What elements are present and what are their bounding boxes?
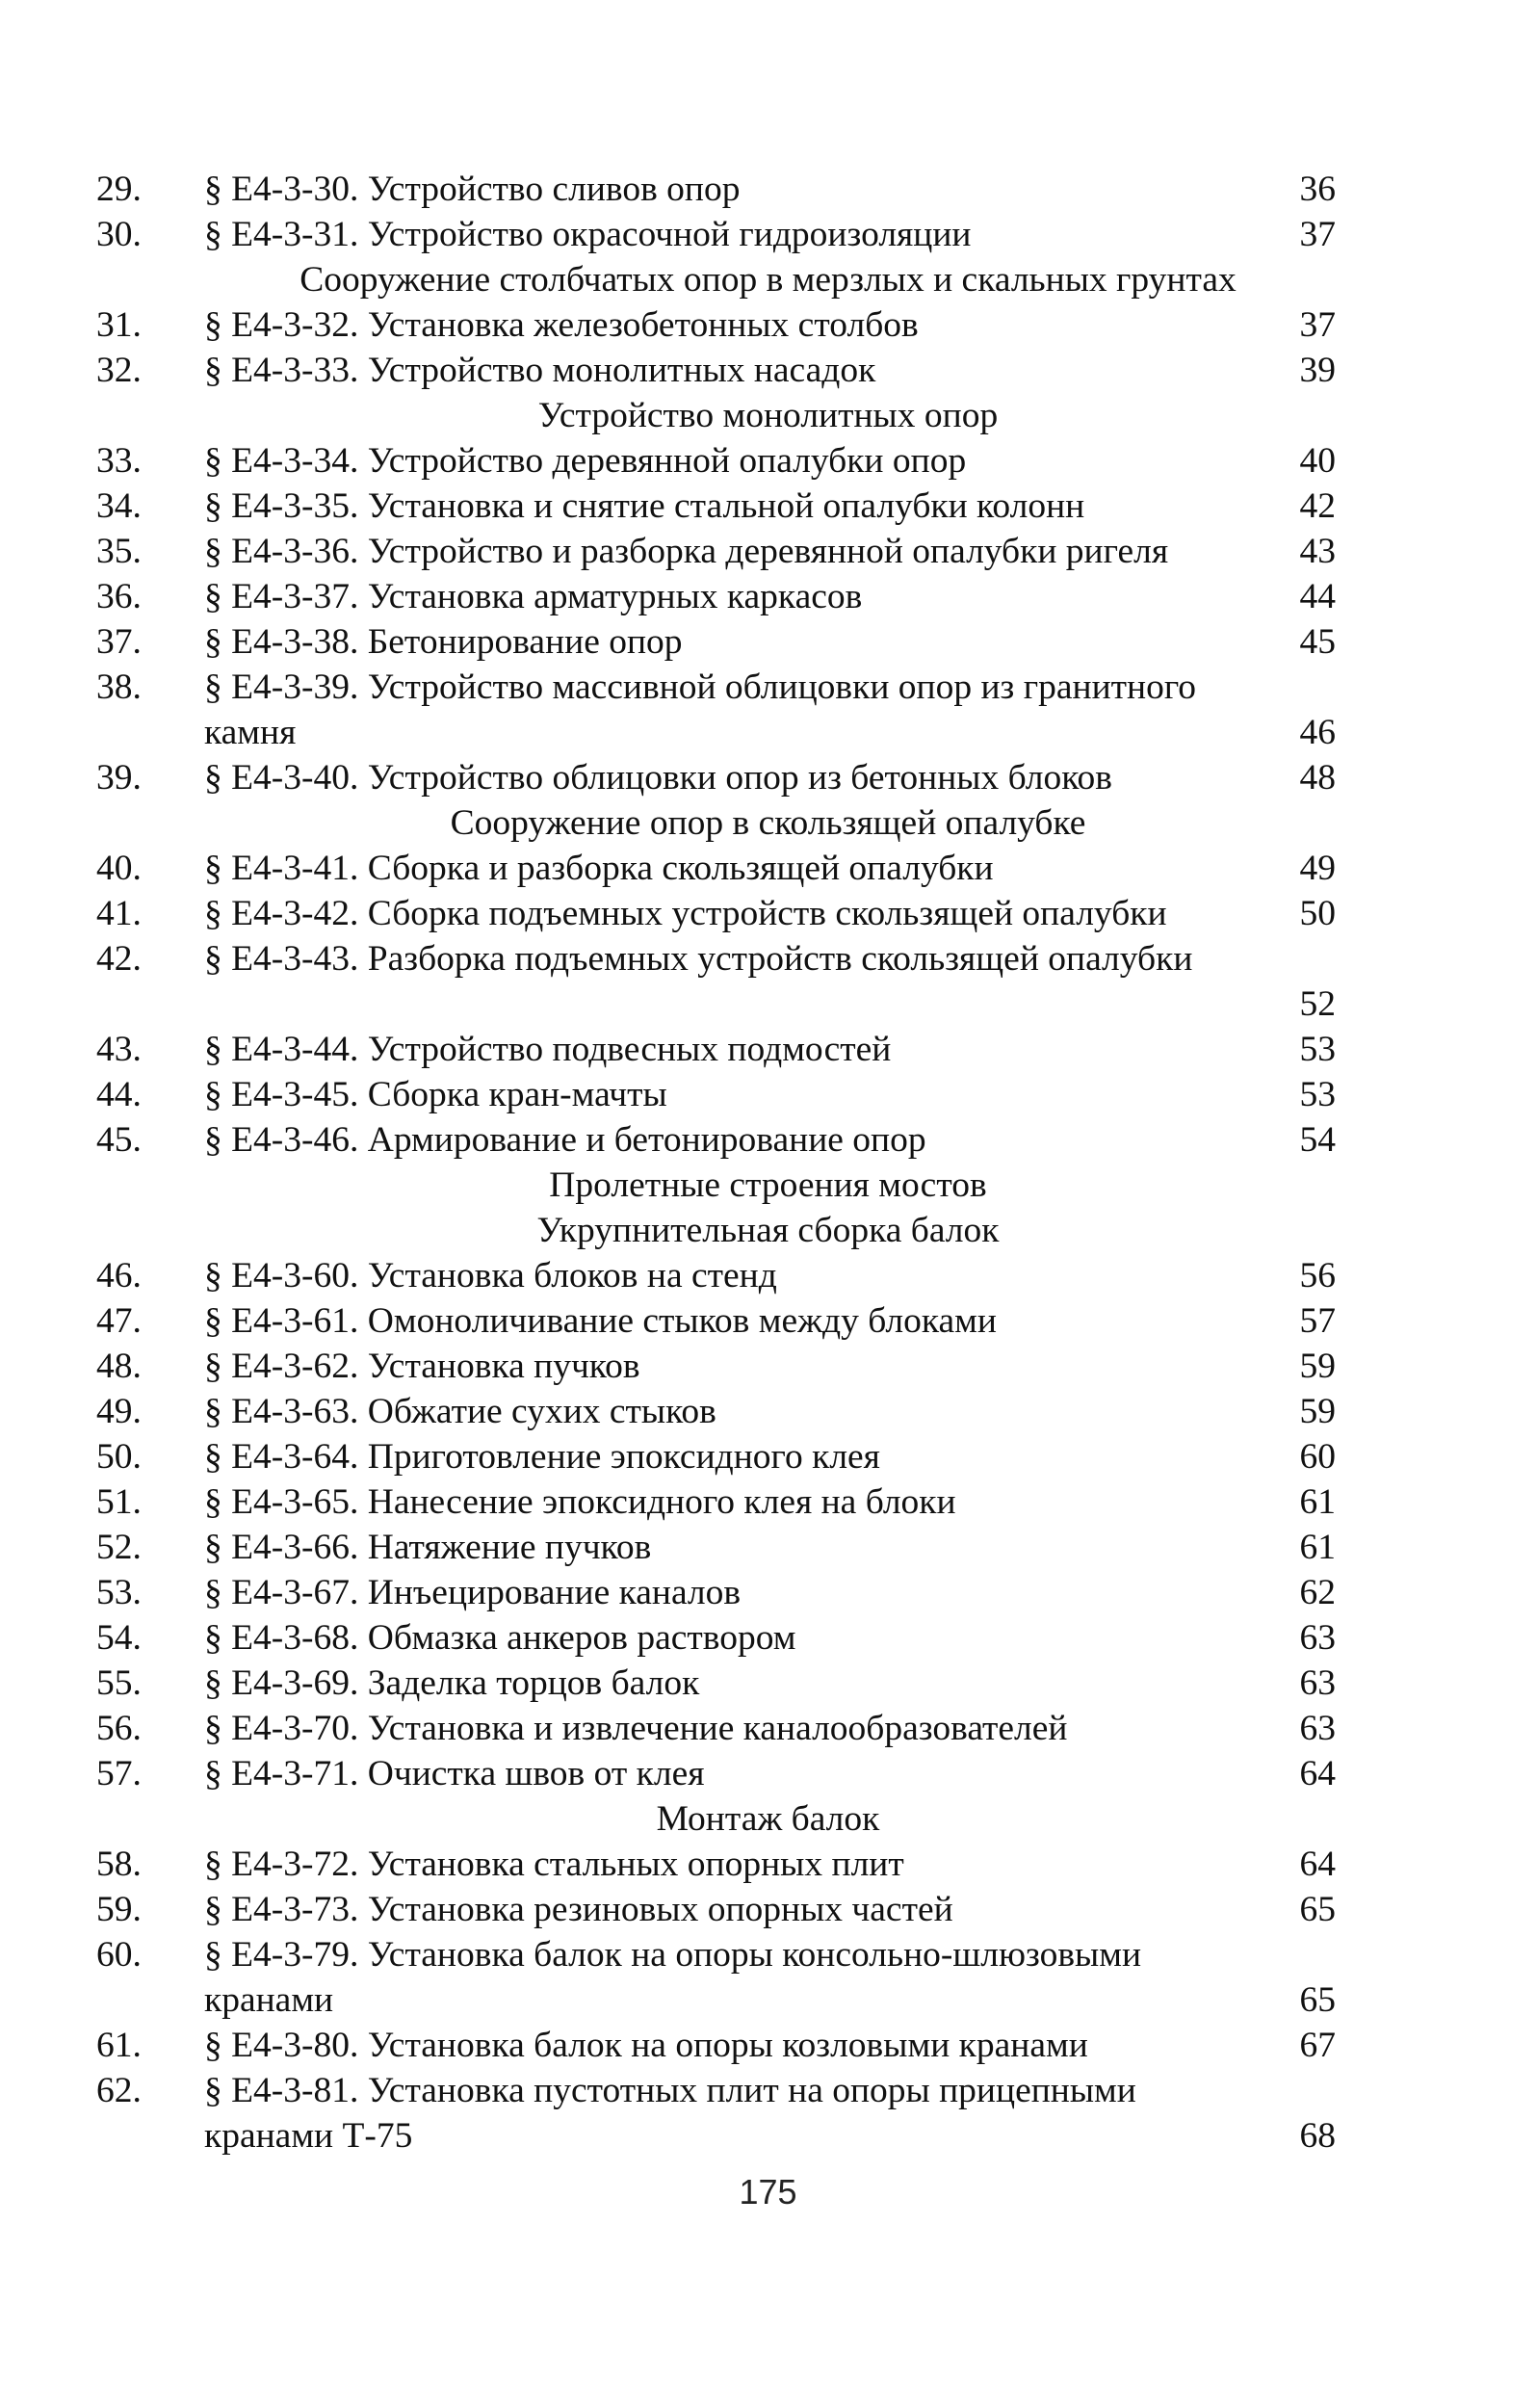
toc-entry-title: § Е4-3-66. Натяжение пучков <box>204 1528 652 1567</box>
toc-entry-number: 49. <box>96 1392 142 1431</box>
toc-entry-title: § Е4-3-72. Установка стальных опорных плит <box>204 1845 904 1884</box>
toc-entry-title: § Е4-3-44. Устройство подвесных подмостей <box>204 1030 892 1069</box>
toc-entry-title: § Е4-3-39. Устройство массивной облицовки опор из гранитного камня <box>204 667 1197 752</box>
toc-entry-number: 50. <box>96 1437 142 1477</box>
toc-entry-page: 50 <box>1299 894 1336 933</box>
toc-entry-title: § Е4-3-62. Установка пучков <box>204 1347 640 1386</box>
toc-entry-number: 43. <box>96 1030 142 1069</box>
toc-entry-page: 59 <box>1299 1347 1336 1386</box>
toc-entry <box>0 1887 1536 1932</box>
toc-entry-number: 33. <box>96 441 142 481</box>
section-heading <box>0 257 1536 302</box>
toc-entry-number: 58. <box>96 1845 142 1884</box>
toc-entry-number: 57. <box>96 1754 142 1793</box>
toc-entry <box>0 167 1536 212</box>
toc-entry <box>0 1298 1536 1344</box>
toc-entry-number: 32. <box>96 351 142 390</box>
toc-entry-page: 42 <box>1299 486 1336 526</box>
toc-entry <box>0 529 1536 574</box>
page-number: 175 <box>739 2172 797 2212</box>
toc-entry <box>0 1706 1536 1751</box>
toc-entry-page: 45 <box>1299 622 1336 662</box>
toc-entry-number: 55. <box>96 1663 142 1703</box>
toc-entry-title: § Е4-3-45. Сборка кран-мачты <box>204 1075 667 1114</box>
toc-entry <box>0 846 1536 891</box>
toc-entry <box>0 1932 1536 2023</box>
toc-entry-title: § Е4-3-80. Установка балок на опоры козловыми кранами <box>204 2026 1088 2065</box>
toc-entry-page: 48 <box>1299 758 1336 798</box>
toc-entry-title: § Е4-3-68. Обмазка анкеров раствором <box>204 1618 796 1658</box>
toc-entry-title: § Е4-3-42. Сборка подъемных устройств скользящей опалубки <box>204 894 1167 933</box>
toc-entry <box>0 1072 1536 1117</box>
section-heading-text: Пролетные строения мостов <box>549 1165 987 1205</box>
toc-entry-page: 37 <box>1299 305 1336 345</box>
toc-entry-title: § Е4-3-35. Установка и снятие стальной опалубки колонн <box>204 486 1085 526</box>
toc-entry <box>0 1615 1536 1661</box>
toc-entry <box>0 348 1536 393</box>
toc-entry-number: 34. <box>96 486 142 526</box>
toc-entry-number: 44. <box>96 1075 142 1114</box>
toc-entry <box>0 1434 1536 1479</box>
toc-entry-title: § Е4-3-37. Установка арматурных каркасов <box>204 577 863 616</box>
table-of-contents <box>0 167 1536 2159</box>
toc-entry-page: 49 <box>1299 849 1336 888</box>
toc-entry-title: § Е4-3-40. Устройство облицовки опор из бетонных блоков <box>204 758 1112 798</box>
toc-entry-page: 56 <box>1299 1256 1336 1296</box>
toc-entry-title: § Е4-3-61. Омоноличивание стыков между блоками <box>204 1301 997 1341</box>
toc-entry-page: 63 <box>1299 1663 1336 1703</box>
toc-entry-page: 68 <box>1299 2116 1336 2156</box>
section-heading <box>0 1208 1536 1253</box>
toc-entry-number: 51. <box>96 1482 142 1522</box>
toc-entry-number: 59. <box>96 1890 142 1929</box>
toc-entry-number: 36. <box>96 577 142 616</box>
toc-entry-number: 54. <box>96 1618 142 1658</box>
toc-entry-number: 35. <box>96 532 142 571</box>
toc-entry <box>0 1389 1536 1434</box>
toc-entry <box>0 665 1536 755</box>
toc-entry-number: 61. <box>96 2026 142 2065</box>
toc-entry-page: 65 <box>1299 1890 1336 1929</box>
toc-entry-page: 62 <box>1299 1573 1336 1612</box>
toc-entry-number: 41. <box>96 894 142 933</box>
toc-entry-page: 53 <box>1299 1030 1336 1069</box>
toc-entry-number: 60. <box>96 1935 142 1975</box>
toc-entry <box>0 1253 1536 1298</box>
toc-entry-number: 56. <box>96 1709 142 1748</box>
toc-entry-number: 52. <box>96 1528 142 1567</box>
toc-entry-page: 63 <box>1299 1709 1336 1748</box>
toc-entry-title: § Е4-3-43. Разборка подъемных устройств скользящей опалубки <box>204 939 1193 979</box>
toc-entry-page: 43 <box>1299 532 1336 571</box>
toc-entry-number: 47. <box>96 1301 142 1341</box>
toc-entry-page: 37 <box>1299 215 1336 254</box>
toc-entry-page: 61 <box>1299 1482 1336 1522</box>
section-heading <box>0 1163 1536 1208</box>
toc-entry <box>0 1344 1536 1389</box>
toc-entry-page: 60 <box>1299 1437 1336 1477</box>
toc-entry-title: § Е4-3-34. Устройство деревянной опалубки опор <box>204 441 967 481</box>
toc-entry-number: 62. <box>96 2071 142 2110</box>
toc-entry-title: § Е4-3-70. Установка и извлечение каналообразователей <box>204 1709 1068 1748</box>
toc-entry <box>0 212 1536 257</box>
toc-entry-page: 57 <box>1299 1301 1336 1341</box>
toc-entry <box>0 484 1536 529</box>
toc-entry-page: 65 <box>1299 1980 1336 2020</box>
toc-entry <box>0 302 1536 348</box>
section-heading-text: Устройство монолитных опор <box>537 396 999 435</box>
toc-entry-title: § Е4-3-33. Устройство монолитных насадок <box>204 351 876 390</box>
toc-entry-page: 59 <box>1299 1392 1336 1431</box>
section-heading-text: Сооружение опор в скользящей опалубке <box>450 803 1086 843</box>
section-heading <box>0 393 1536 438</box>
toc-entry <box>0 755 1536 800</box>
toc-entry <box>0 2068 1536 2159</box>
toc-entry <box>0 438 1536 484</box>
toc-entry <box>0 1570 1536 1615</box>
toc-entry-page: 64 <box>1299 1845 1336 1884</box>
toc-entry-page: 53 <box>1299 1075 1336 1114</box>
toc-entry <box>0 1479 1536 1525</box>
section-heading-text: Монтаж балок <box>656 1799 880 1839</box>
toc-entry-number: 48. <box>96 1347 142 1386</box>
toc-entry-page: 46 <box>1299 713 1336 752</box>
toc-entry-number: 31. <box>96 305 142 345</box>
toc-entry-title: § Е4-3-46. Армирование и бетонирование опор <box>204 1120 926 1160</box>
toc-entry-title: § Е4-3-32. Установка железобетонных столбов <box>204 305 919 345</box>
toc-entry-number: 40. <box>96 849 142 888</box>
toc-entry-title: § Е4-3-71. Очистка швов от клея <box>204 1754 705 1793</box>
toc-entry <box>0 1525 1536 1570</box>
toc-entry-title: § Е4-3-38. Бетонирование опор <box>204 622 683 662</box>
toc-entry-page: 61 <box>1299 1528 1336 1567</box>
toc-entry <box>0 1842 1536 1887</box>
toc-entry-page: 63 <box>1299 1618 1336 1658</box>
toc-entry-page: 64 <box>1299 1754 1336 1793</box>
section-heading <box>0 800 1536 846</box>
toc-entry-number: 30. <box>96 215 142 254</box>
toc-entry-title: § Е4-3-79. Установка балок на опоры консольно-шлюзовыми кранами <box>204 1935 1142 2020</box>
toc-entry-number: 39. <box>96 758 142 798</box>
toc-entry-number: 37. <box>96 622 142 662</box>
section-heading <box>0 1796 1536 1842</box>
toc-entry-title: § Е4-3-67. Инъецирование каналов <box>204 1573 742 1612</box>
toc-entry-title: § Е4-3-69. Заделка торцов балок <box>204 1663 700 1703</box>
toc-entry <box>0 891 1536 936</box>
toc-entry-title: § Е4-3-81. Установка пустотных плит на опоры прицепными кранами Т-75 <box>204 2071 1136 2156</box>
toc-entry-page: 44 <box>1299 577 1336 616</box>
toc-entry-number: 46. <box>96 1256 142 1296</box>
toc-entry <box>0 1661 1536 1706</box>
toc-entry-title: § Е4-3-31. Устройство окрасочной гидроизоляции <box>204 215 972 254</box>
toc-entry-page: 39 <box>1299 351 1336 390</box>
toc-entry-title: § Е4-3-60. Установка блоков на стенд <box>204 1256 777 1296</box>
toc-entry-page: 40 <box>1299 441 1336 481</box>
toc-entry-title: § Е4-3-65. Нанесение эпоксидного клея на блоки <box>204 1482 956 1522</box>
toc-entry-title: § Е4-3-64. Приготовление эпоксидного клея <box>204 1437 880 1477</box>
toc-entry-page: 52 <box>1299 984 1336 1024</box>
toc-entry-number: 29. <box>96 170 142 209</box>
toc-entry-title: § Е4-3-63. Обжатие сухих стыков <box>204 1392 716 1431</box>
toc-entry-number: 38. <box>96 667 142 707</box>
toc-entry-title: § Е4-3-30. Устройство сливов опор <box>204 170 741 209</box>
toc-entry-title: § Е4-3-73. Установка резиновых опорных частей <box>204 1890 953 1929</box>
toc-entry-page: 54 <box>1299 1120 1336 1160</box>
toc-entry-number: 53. <box>96 1573 142 1612</box>
section-heading-text: Сооружение столбчатых опор в мерзлых и скальных грунтах <box>299 260 1237 300</box>
toc-entry <box>0 936 1536 1027</box>
toc-entry <box>0 1117 1536 1163</box>
toc-entry-title: § Е4-3-36. Устройство и разборка деревянной опалубки ригеля <box>204 532 1169 571</box>
toc-entry <box>0 574 1536 619</box>
toc-entry <box>0 619 1536 665</box>
toc-entry-page: 36 <box>1299 170 1336 209</box>
toc-entry-number: 45. <box>96 1120 142 1160</box>
toc-entry <box>0 1027 1536 1072</box>
toc-entry-page: 67 <box>1299 2026 1336 2065</box>
toc-entry-title: § Е4-3-41. Сборка и разборка скользящей опалубки <box>204 849 994 888</box>
toc-entry <box>0 2023 1536 2068</box>
section-heading-text: Укрупнительная сборка балок <box>536 1211 1000 1250</box>
toc-entry <box>0 1751 1536 1796</box>
toc-entry-number: 42. <box>96 939 142 979</box>
